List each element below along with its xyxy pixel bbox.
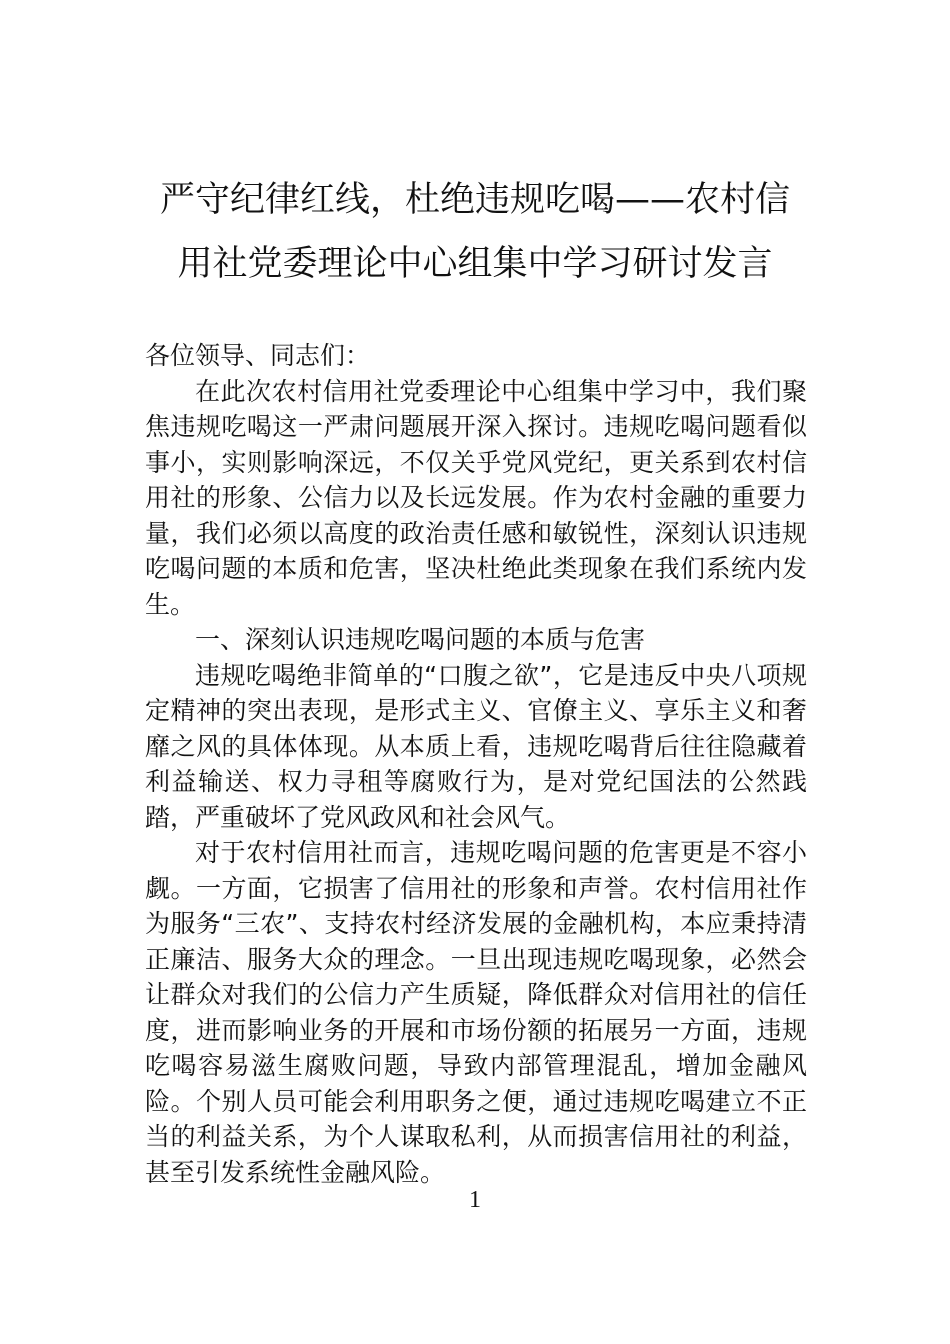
section-heading-1: 一、深刻认识违规吃喝问题的本质与危害	[195, 625, 646, 654]
document-title	[140, 168, 810, 296]
document-body	[145, 338, 807, 1190]
paragraph-harm: 对于农村信用社而言，违规吃喝问题的危害更是不容小觑。一方面，它损害了信用社的形象和声誉。农村信用社作为服务“三农”、支持农村经济发展的金融机构，本应秉持清正廉洁、服务大众的理念。一旦出现违规吃喝现象，必然会让群众对我们的公信力产生质疑，降低群众对信用社的信任度，进而影响业务的开展和市场份额的拓展另一方面，违规吃喝容易滋生腐败问题，导致内部管理混乱，增加金融风险。个别人员可能会利用职务之便，通过违规吃喝建立不正当的利益关系，为个人谋取私利，从而损害信用社的利益，甚至引发系统性金融风险。	[145, 838, 807, 1187]
page-number: 1	[469, 1187, 481, 1213]
salutation: 各位领导、同志们：	[145, 341, 371, 370]
title-line-2: 用社党委理论中心组集中学习研讨发言	[177, 244, 773, 284]
title-line-1: 严守纪律红线，杜绝违规吃喝——农村信	[159, 180, 790, 220]
paragraph-essence: 违规吃喝绝非简单的“口腹之欲”，它是违反中央八项规定精神的突出表现，是形式主义、官僚主义、享乐主义和奢靡之风的具体体现。从本质上看，违规吃喝背后往往隐藏着利益输送、权力寻租等腐败行为，是对党纪国法的公然践踏，严重破坏了党风政风和社会风气。	[145, 660, 807, 832]
paragraph-intro: 在此次农村信用社党委理论中心组集中学习中，我们聚焦违规吃喝这一严肃问题展开深入探讨。违规吃喝问题看似事小，实则影响深远，不仅关乎党风党纪，更关系到农村信用社的形象、公信力以及长远发展。作为农村金融的重要力量，我们必须以高度的政治责任感和敏锐性，深刻认识违规吃喝问题的本质和危害，坚决杜绝此类现象在我们系统内发生。	[145, 376, 807, 619]
